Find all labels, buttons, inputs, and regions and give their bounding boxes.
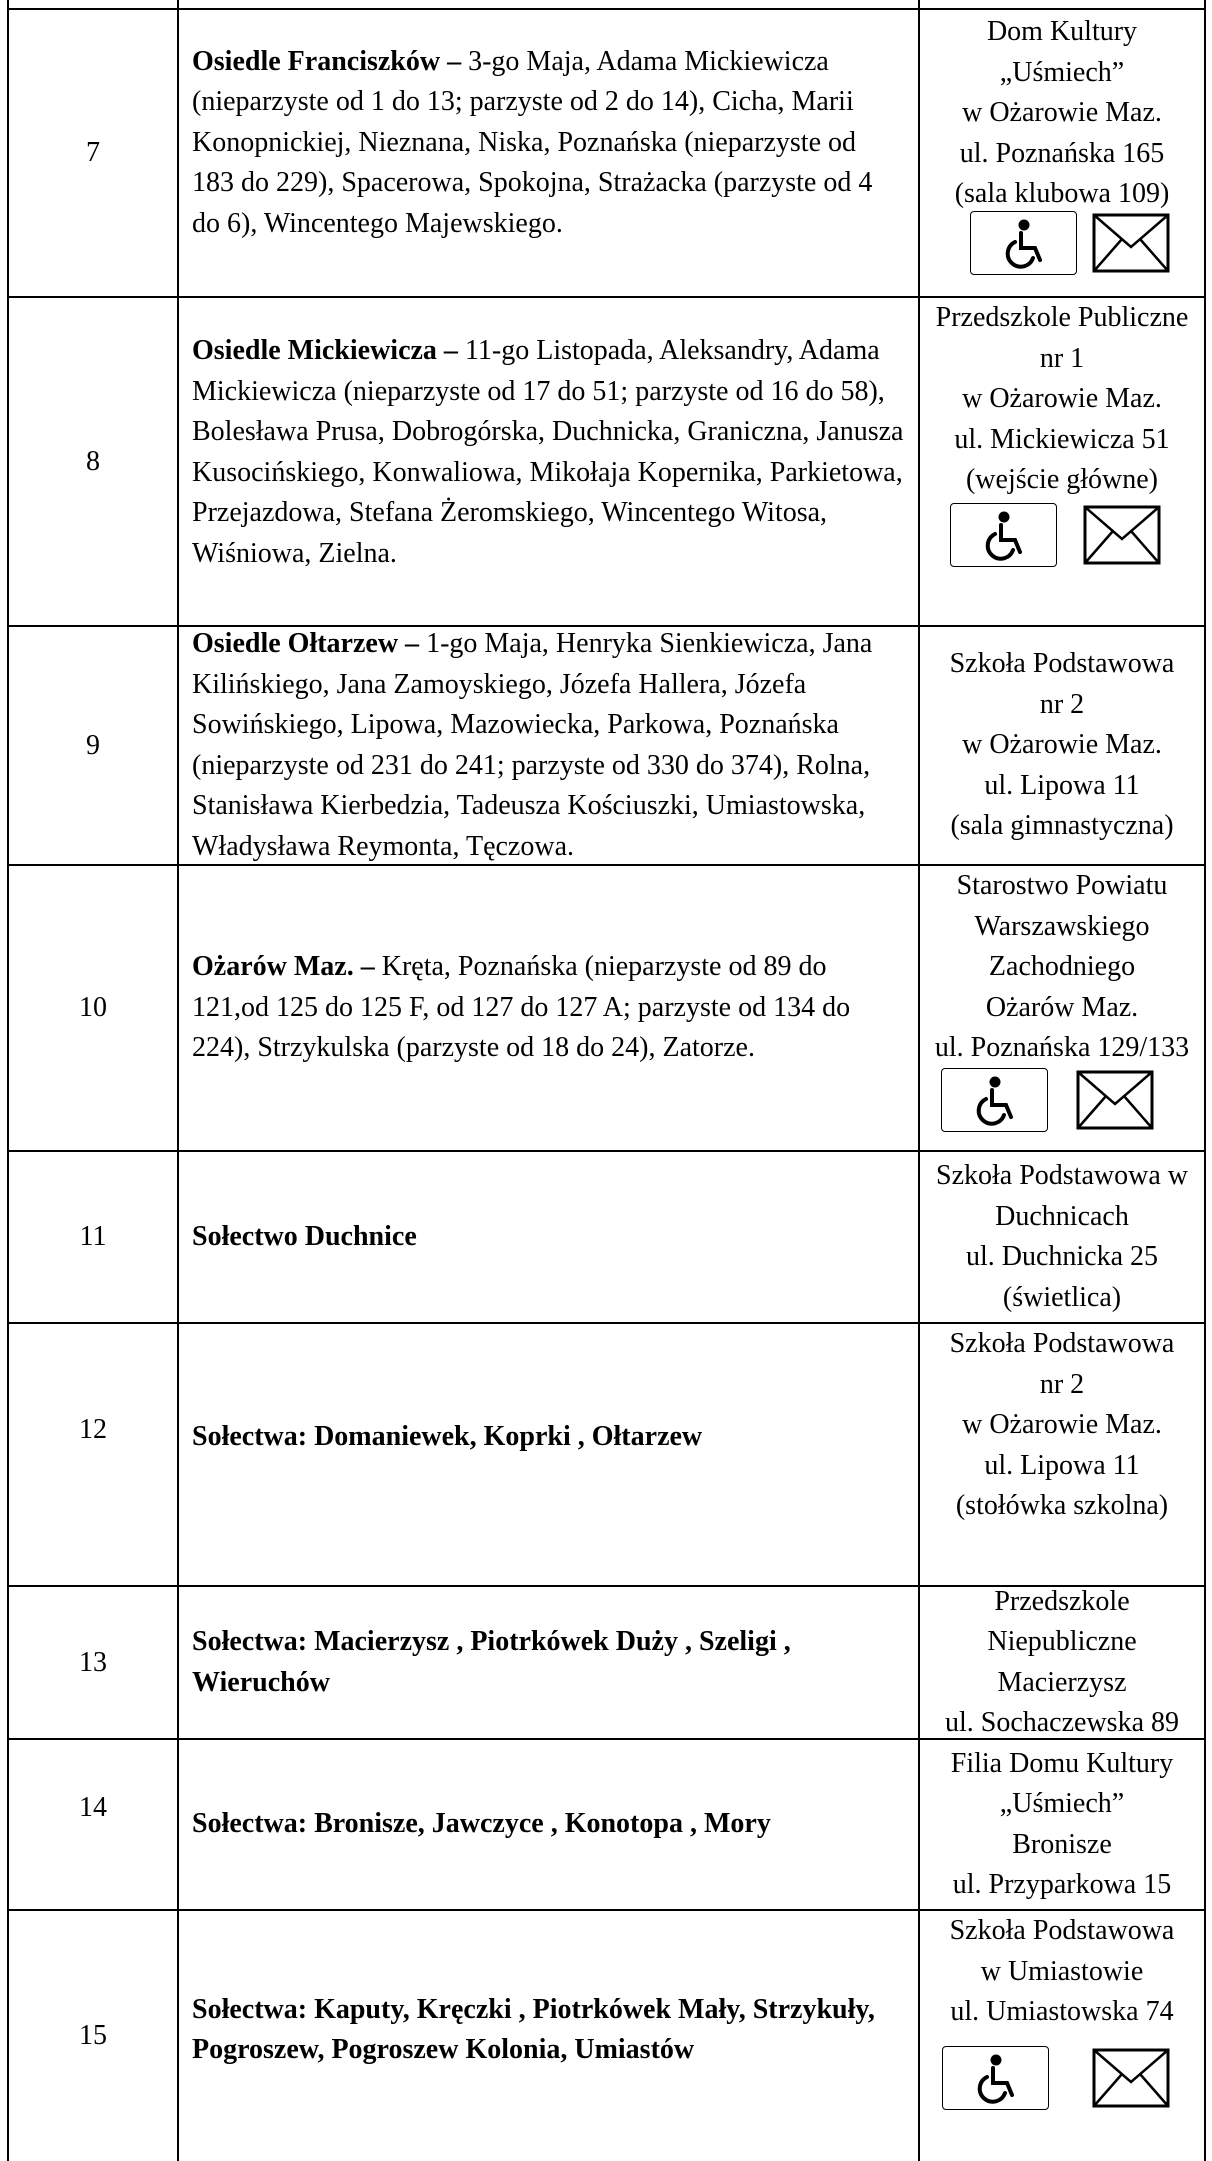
district-title: Sołectwa: Kaputy, Kręczki , Piotrkówek Mały, Strzykuły, Pogroszew, Pogroszew Kolonia, Umiastów [192,1993,875,2065]
district-description [192,1911,904,2161]
location-line: w Ożarowie Maz. [962,729,1162,761]
district-streets [192,1990,904,2071]
polling-location [920,1911,1204,2041]
location-line: Ożarów Maz. [985,991,1139,1023]
polling-location [920,298,1204,498]
location-line: Zachodniego [988,951,1136,982]
row-number [9,1911,177,2161]
location-line: Szkoła Podstawowa w [936,1160,1188,1191]
district-title: Osiedle Franciszków – [192,45,462,77]
district-description [192,1587,892,1738]
district-description [192,298,912,625]
location-line: nr 2 [1039,688,1085,720]
location-line: (sala klubowa 109) [954,178,1170,209]
location-line: Warszawskiego [974,910,1150,942]
district-streets [192,1417,904,1458]
location-line: Przedszkole Publiczne [935,302,1189,333]
location-line: ul. Mickiewicza 51 [954,423,1170,455]
location-line: w Ożarowie Maz. [962,383,1162,414]
district-description [192,1324,904,1585]
row-number [9,1152,177,1322]
district-streets [192,1622,892,1703]
location-line: ul. Umiastowska 74 [950,1996,1174,2027]
location-line: w Umiastowie [980,1955,1144,1987]
location-line: Niepubliczne [987,1626,1137,1657]
location-line: Szkoła Podstawowa [949,1915,1175,1946]
location-line: ul. Przyparkowa 15 [952,1869,1172,1900]
location-line: Szkoła Podstawowa [949,1328,1175,1359]
envelope-icon [1092,213,1170,273]
location-line: (sala gimnastyczna) [950,810,1174,842]
location-line: ul. Duchnicka 25 [965,1241,1159,1272]
district-title: Ożarów Maz. – [192,951,375,983]
envelope-icon [1092,2048,1170,2108]
polling-location [920,1324,1204,1534]
district-streets [192,624,904,867]
district-description [192,866,904,1150]
row-number [9,627,177,864]
district-description [192,627,904,864]
row-number [9,866,177,1150]
district-description [192,10,904,296]
polling-location [920,627,1204,864]
polling-location [920,866,1204,1066]
row-number-text: 11 [79,1221,107,1252]
row-number-text: 10 [79,992,107,1023]
district-streets [192,42,904,245]
location-line: ul. Lipowa 11 [984,1449,1140,1481]
district-description [192,1740,904,1909]
wheelchair-icon [942,2046,1049,2110]
polling-location [920,10,1204,209]
district-title: Sołectwa: Macierzysz , Piotrkówek Duży , Szeligi , Wieruchów [192,1626,791,1698]
location-line: (stołówka szkolna) [955,1490,1169,1521]
location-line: Bronisze [1012,1828,1112,1860]
location-line: nr 2 [1039,1368,1085,1400]
location-line: ul. Sochaczewska 89 [944,1707,1180,1738]
polling-location [920,1740,1204,1909]
district-streets [192,947,904,1069]
location-line: w Ożarowie Maz. [962,1409,1162,1440]
location-line: (wejście główne) [965,464,1159,495]
district-streets [192,331,912,574]
location-line: „Uśmiech” [999,1788,1125,1819]
wheelchair-icon [950,503,1057,567]
district-title: Osiedle Mickiewicza – [192,335,458,366]
location-line: Starostwo Powiatu [956,870,1168,901]
district-title: Osiedle Ołtarzew – [192,628,420,659]
location-line: w Ożarowie Maz. [962,97,1162,128]
row-number [9,298,177,625]
location-line: ul. Poznańska 129/133 [934,1032,1190,1063]
row-number-text: 13 [79,1646,107,1678]
street-list: 3-go Maja, Adama Mickiewicza (nieparzyste od 1 do 13; parzyste od 2 do 14), Cicha, Marii Konopnickiej, Nieznana, Niska, Poznańska (nieparzyste od 183 do 229), Spacerowa, Spokojna, Strażacka (parzyste od 4 do 6), Wincentego Majewskiego. [192,45,873,239]
table-column-divider-1 [177,0,179,2161]
location-line: ul. Poznańska 165 [959,137,1165,169]
location-line: Dom Kultury [986,16,1138,47]
row-number [9,1587,177,1738]
district-streets [192,1217,904,1258]
row-number-text: 9 [86,729,100,761]
location-line: „Uśmiech” [999,56,1125,88]
street-list: Kręta, Poznańska (nieparzyste od 89 do 121,od 125 do 125 F, od 127 do 127 A; parzyste od 134 do 224), Strzykulska (parzyste od 18 do 24), Zatorze. [192,951,851,1064]
location-line: Macierzysz [997,1666,1127,1698]
row-number-text: 8 [86,445,100,477]
location-line: nr 1 [1039,342,1085,374]
location-line: Szkoła Podstawowa [949,648,1175,680]
district-title: Sołectwo Duchnice [192,1220,417,1252]
street-list: 1-go Maja, Henryka Sienkiewicza, Jana Kilińskiego, Jana Zamoyskiego, Józefa Hallera, Józefa Sowińskiego, Lipowa, Mazowiecka, Parkowa, Poznańska (nieparzyste od 231 do 241; parzyste od 330 do 374), Rolna, Stanisława Kierbedzia, Tadeusza Kościuszki, Umiastowska, Władysława Reymonta, Tęczowa. [192,628,873,862]
location-line: Filia Domu Kultury [950,1747,1174,1779]
street-list: 11-go Listopada, Aleksandry, Adama Mickiewicza (nieparzyste od 17 do 51; parzyste od 16 do 58), Bolesława Prusa, Dobrogórska, Duchnicka, Graniczna, Janusza Kusocińskiego, Konwaliowa, Mikołaja Kopernika, Parkietowa, Przejazdowa, Stefana Żeromskiego, Wincentego Witosa, Wiśniowa, Zielna. [192,335,904,569]
row-number [9,1740,177,1909]
row-number-text: 7 [86,137,100,168]
row-number-text: 14 [79,1791,107,1823]
location-line: Duchnicach [995,1200,1129,1232]
row-number-text: 12 [79,1413,107,1445]
polling-location [920,1587,1204,1738]
row-number [9,1324,177,1585]
location-line: Przedszkole [994,1585,1130,1617]
wheelchair-icon [941,1068,1048,1132]
polling-location [920,1152,1204,1322]
district-description [192,1152,904,1322]
envelope-icon [1083,505,1161,565]
district-streets [192,1804,904,1845]
table-border-right [1204,0,1206,2161]
row-number-text: 15 [79,2020,107,2051]
row-number [9,10,177,296]
location-line: ul. Lipowa 11 [984,769,1140,801]
envelope-icon [1076,1070,1154,1130]
district-title: Sołectwa: Domaniewek, Koprki , Ołtarzew [192,1421,703,1453]
district-title: Sołectwa: Bronisze, Jawczyce , Konotopa , Mory [192,1808,771,1840]
location-line: (świetlica) [1002,1281,1122,1313]
wheelchair-icon [970,211,1077,275]
